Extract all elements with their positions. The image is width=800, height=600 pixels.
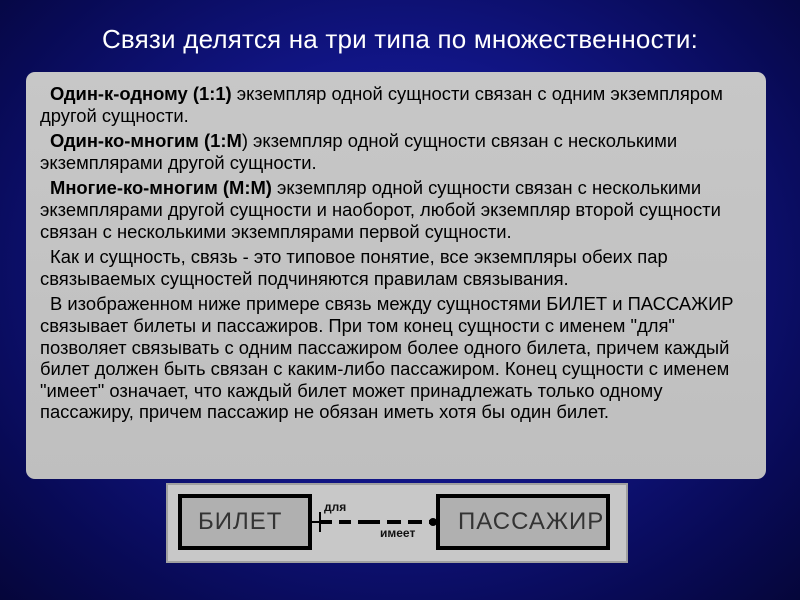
paragraph-one-to-one (40, 83, 752, 126)
role-label-has: имеет (380, 526, 416, 540)
term-many-to-many: Многие-ко-многим (М:М) (50, 177, 272, 199)
paragraph-type-concept (40, 246, 752, 289)
slide-title: Связи делятся на три типа по множественности: (101, 24, 699, 54)
text-one-to-many: ) экземпляр одной сущности связан с несколькими экземплярами другой сущности. (40, 130, 678, 173)
role-label-for: для (324, 500, 347, 514)
text-many-to-many: экземпляр одной сущности связан с несколькими экземплярами другой сущности и наоборот, любой экземпляр второй сущности связан с несколькими экземплярами первой сущности. (40, 177, 721, 242)
text-one-to-one: экземпляр одной сущности связан с одним экземпляром другой сущности. (40, 83, 723, 126)
relation-dot-icon (429, 518, 437, 526)
paragraph-many-to-many (40, 177, 752, 242)
entity-ticket-label: БИЛЕТ (198, 508, 283, 535)
paragraph-one-to-many (40, 130, 752, 173)
er-diagram (166, 483, 628, 563)
text-example: В изображенном ниже примере связь между сущностями БИЛЕТ и ПАССАЖИР связывает билеты и пассажиров. При том конец сущности с именем "для" позволяет связывать с одним пассажиром более одного билета, причем каждый билет должен быть связан с каким-либо пассажиром. Конец сущности с именем "имеет" означает, что каждый билет может принадлежать только одному пассажиру, причем пассажир не обязан иметь хотя бы один билет. (40, 293, 734, 423)
term-one-to-one: Один-к-одному (1:1) (50, 83, 232, 104)
text-type-concept: Как и сущность, связь - это типовое понятие, все экземпляры обеих пар связываемых сущностей подчиняются правилам связывания. (40, 246, 668, 289)
term-one-to-many: Один-ко-многим (1:М (50, 130, 242, 152)
text-panel (26, 72, 766, 479)
paragraph-example (40, 293, 752, 423)
entity-passenger-label: ПАССАЖИР (458, 508, 605, 535)
